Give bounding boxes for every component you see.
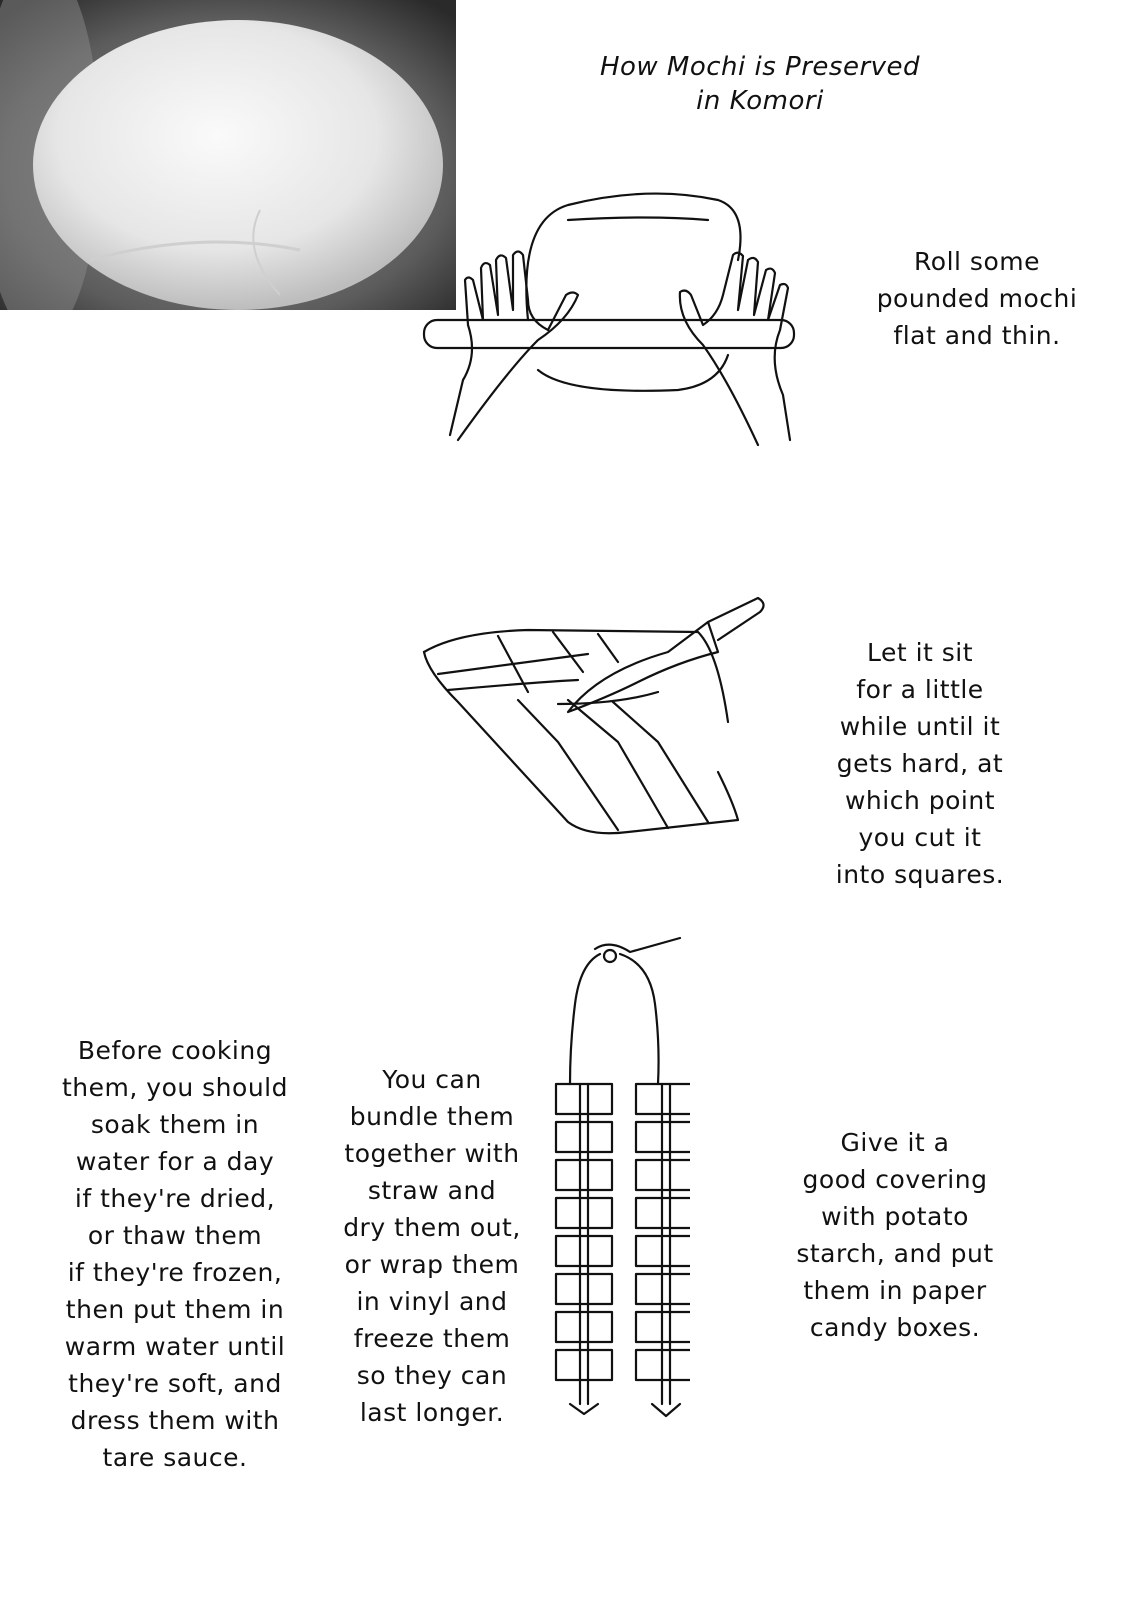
rolling-pin-hands-drawing — [418, 180, 798, 450]
knife-cutting-drawing — [418, 592, 768, 852]
step-bundle-text: You can bundle them together with straw and dry them out, or wrap them in vinyl and freeze them so they can last longer. — [343, 1065, 521, 1427]
mochi-photo — [0, 0, 456, 310]
straw-bundle-drawing — [540, 934, 690, 1444]
mochi-bowl-image — [0, 0, 456, 310]
step-roll-text: Roll some pounded mochi flat and thin. — [876, 247, 1078, 350]
step-cut-text: Let it sit for a little while until it gets hard, at which point you cut it into squares. — [835, 638, 1005, 889]
step-cover-text: Give it a good covering with potato starch, and put them in paper candy boxes. — [796, 1128, 994, 1342]
step-cook-text: Before cooking them, you should soak them in water for a day if they're dried, or thaw them if they're frozen, then put them in warm water until they're soft, and dress them with tare sauce. — [62, 1036, 288, 1472]
page-title: How Mochi is Preserved in Komori — [599, 52, 921, 116]
